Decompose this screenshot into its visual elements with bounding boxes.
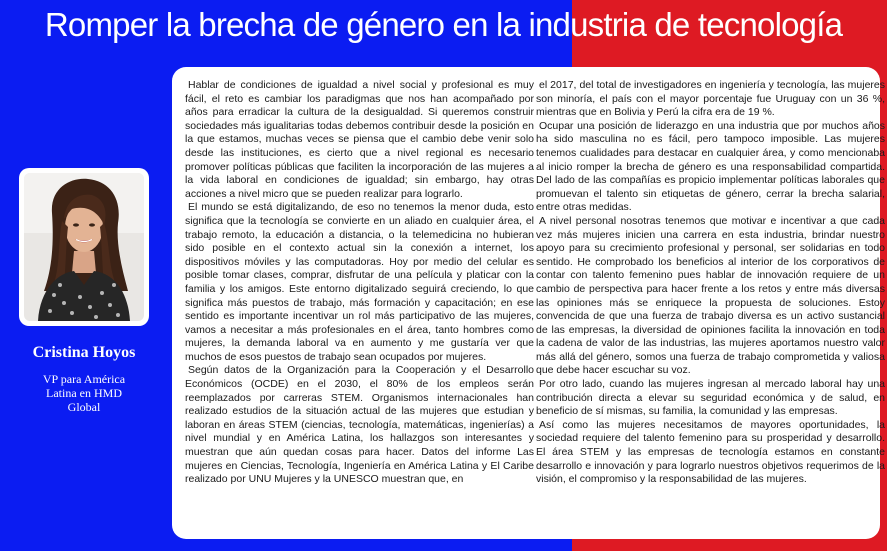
author-role-line: VP para América — [42, 372, 126, 386]
paragraph: A nivel personal nosotras tenemos que motivar e incentivar a que cada vez más mujeres inicien una carrera en esta industria, brindar nuestro apoyo para su crecimiento profesional y personal, ser solidarias en todo sentido. He comprobado los beneficios al interior de los corporativos de contar con talento femenino pues hablar de innovación requiere de un cambio de perspectiva para hacer frente a los retos y entre más diversas las opiniones más se enriquece la propuesta de soluciones. Estoy convencida de que una fuerza de trabajo diversa es un activo sustancial de las empresas, la diversidad de opiniones facilita la innovación en toda la cadena de valor de las industrias, las mujeres aportamos nuestro valor más allá del género, somos una fuerza de trabajo comprometida y valiosa que debe hacer escuchar su voz. — [536, 214, 885, 377]
profile-photo-frame — [19, 168, 149, 326]
author-role-line: Latina en HMD — [46, 386, 122, 400]
author-role — [20, 372, 148, 414]
author-name: Cristina Hoyos — [32, 344, 136, 361]
page-title: Romper la brecha de género en la industria de tecnología — [44, 6, 843, 43]
paragraph: Hablar de condiciones de igualdad a nivel social y profesional es muy fácil, el reto es cambiar los paradigmas que nos han acompañado por años para erradicar la cultura de la desigualdad. Si queremos construir sociedades más igualitarias todas debemos contribuir desde la posición en la que estamos, muchas veces se piensa que el cambio debe venir solo desde las instituciones, es cierto que a nivel regional es necesario promover políticas públicas que faciliten la incorporación de las mujeres a la vida laboral en condiciones de igualdad; sin embargo, hay otras acciones a nivel micro que se pueden realizar para lograrlo. — [185, 79, 534, 200]
author-role-line: Global — [67, 400, 101, 414]
paragraph: Por otro lado, cuando las mujeres ingresan al mercado laboral hay una contribución directa a elevar su seguridad económica y de salud, en beneficio de sí mismas, su familia, la comunidad y las empresas. — [536, 378, 885, 418]
paragraph: Así como las mujeres necesitamos de mayores oportunidades, la sociedad requiere del talento femenino para su prosperidad y desarrollo. El área STEM y las empresas de tecnología estamos en constante desarrollo e innovación y para lograrlo nuestros objetivos requerimos de la visión, el compromiso y la responsabilidad de las mujeres. — [536, 418, 885, 486]
article-column-left — [185, 79, 534, 487]
paragraph: Ocupar una posición de liderazgo en una industria que por muchos años ha sido masculina no es fácil, pero tampoco imposible. Las mujeres tenemos cualidades para destacar en cualquier área, y como mencionaba al inicio romper la brecha de género es una responsabilidad compartida. Del lado de las compañías es propicio implementar políticas laborales que promuevan el talento sin etiquetas de género, cerrar la brecha salarial, entre otras medidas. — [536, 119, 885, 214]
paragraph: Según datos de la Organización para la Cooperación y el Desarrollo Económicos (OCDE) en el 2030, el 80% de los empleos serán reemplazados por carreras STEM. Organismos internacionales han realizado estudios de la situación actual de las mujeres que estudian y laboran en áreas STEM (ciencias, tecnología, matemáticas, ingenierías) a nivel mundial y en América Latina, los hallazgos son interesantes y muestran que aún quedan cosas para hacer. Datos del informe Las mujeres en Ciencias, Tecnología, Ingeniería en América Latina y El Caribe realizado por UNU Mujeres y la UNESCO muestran que, en — [185, 364, 534, 486]
paragraph: El mundo se está digitalizando, de eso no tenemos la menor duda, esto significa que la tecnología se convierte en un aliado en cualquier área, el trabajo remoto, la educación a distancia, o la telemedicina no hubieran sido posible en el contexto actual sin la conexión a internet, los dispositivos móviles y las computadoras. Hoy por medio del celular es posible tomar clases, comprar, disfrutar de una película y platicar con la familia y los amigos. Este entorno digitalizado seguirá creciendo, lo que significa más puestos de trabajo, más formación y capacitación; en ese sentido es importante incentivar un rol más participativo de las mujeres, vamos a necesitar a más profesionales en el área, tanto hombres como mujeres, la demanda laboral va en aumento y me gustaría ver que muchos de esos puestos de trabajo sean ocupados por mujeres. — [185, 201, 534, 363]
paragraph: el 2017, del total de investigadores en ingeniería y tecnología, las mujeres son minoría, el país con el mayor porcentaje fue Uruguay con un 36 %, mientras que en Bolivia y Perú la cifra era de 19 %. — [536, 79, 885, 119]
article-column-right — [536, 79, 885, 487]
profile-photo — [24, 173, 144, 321]
